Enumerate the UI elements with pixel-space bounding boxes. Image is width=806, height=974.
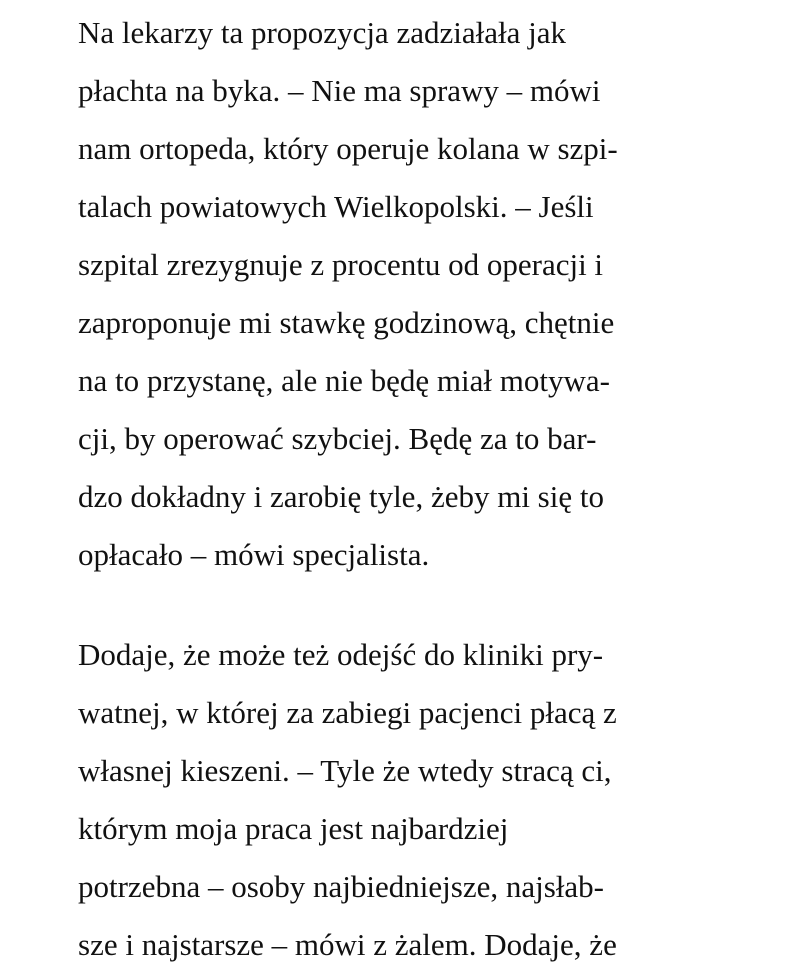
text-line: sze i najstarsze – mówi z żalem. Dodaje, że bbox=[78, 927, 617, 962]
text-line: którym moja praca jest najbardziej bbox=[78, 811, 509, 846]
text-line: talach powiatowych Wielkopolski. – Jeśli bbox=[78, 189, 594, 224]
paragraph-1 bbox=[78, 4, 778, 584]
text-line: na to przystanę, ale nie będę miał motywa- bbox=[78, 363, 610, 398]
text-line: nam ortopeda, który operuje kolana w szpi- bbox=[78, 131, 618, 166]
text-line: dzo dokładny i zarobię tyle, żeby mi się to bbox=[78, 479, 604, 514]
article-body bbox=[78, 4, 778, 974]
text-line: opłacało – mówi specjalista. bbox=[78, 537, 430, 572]
text-line: własnej kieszeni. – Tyle że wtedy stracą ci, bbox=[78, 753, 612, 788]
text-line: szpital zrezygnuje z procentu od operacji i bbox=[78, 247, 604, 282]
paragraph-2 bbox=[78, 626, 778, 974]
text-line: płachta na byka. – Nie ma sprawy – mówi bbox=[78, 73, 601, 108]
text-line: Na lekarzy ta propozycja zadziałała jak bbox=[78, 15, 566, 50]
text-line: cji, by operować szybciej. Będę za to bar- bbox=[78, 421, 597, 456]
text-line: zaproponuje mi stawkę godzinową, chętnie bbox=[78, 305, 615, 340]
text-line: watnej, w której za zabiegi pacjenci płacą z bbox=[78, 695, 617, 730]
text-line: potrzebna – osoby najbiedniejsze, najsłab- bbox=[78, 869, 604, 904]
text-line: Dodaje, że może też odejść do kliniki pry- bbox=[78, 637, 604, 672]
